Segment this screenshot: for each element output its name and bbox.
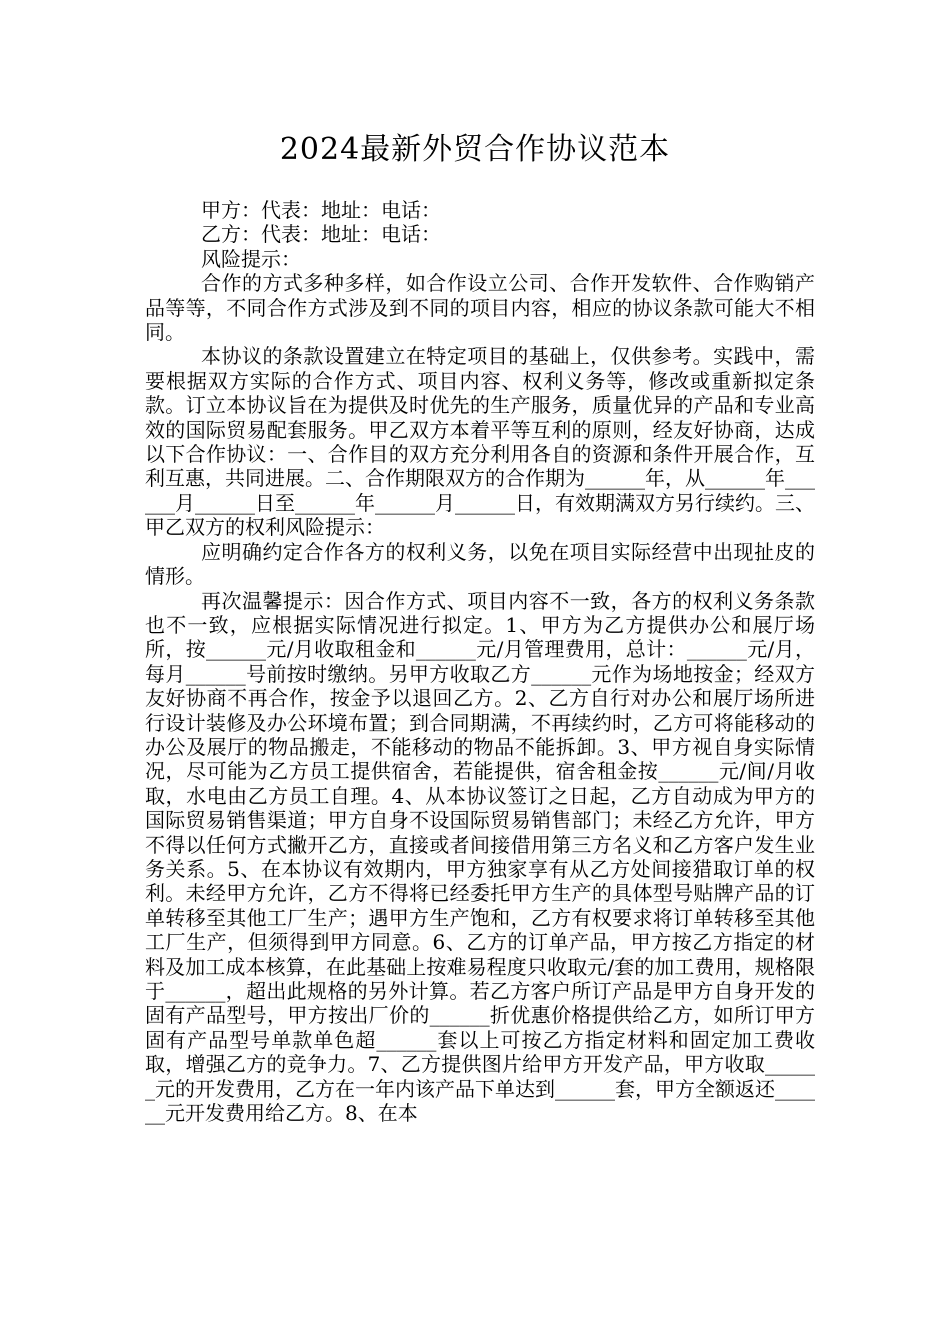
paragraph-cooperation-types: 合作的方式多种多样，如合作设立公司、合作开发软件、合作购销产品等等，不同合作方式涉及到不同的项目内容，相应的协议条款可能大不相同。	[145, 271, 815, 345]
paragraph-agreement-terms: 本协议的条款设置建立在特定项目的基础上，仅供参考。实践中，需要根据双方实际的合作方式、项目内容、权利义务等，修改或重新拟定条款。订立本协议旨在为提供及时优先的生产服务，质量优异的产品和专业高效的国际贸易配套服务。甲乙双方本着平等互利的原则，经友好协商，达成以下合作协议：一、合作目的双方充分利用各自的资源和条件开展合作，互利互惠，共同进展。二、合作期限双方的合作期为______年，从______年______月______日至______年______月______日，有效期满双方另行续约。三、甲乙双方的权利风险提示：	[145, 344, 815, 540]
party-a-line: 甲方：代表：地址：电话：	[201, 198, 441, 222]
paragraph-detailed-clauses: 再次温馨提示：因合作方式、项目内容不一致，各方的权利义务条款也不一致，应根据实际情况进行拟定。1、甲方为乙方提供办公和展厅场所，按______元/月收取租金和______元/月管理费用，总计：______元/月，每月______号前按时缴纳。另甲方收取乙方______元作为场地按金；经双方友好协商不再合作，按金予以退回乙方。2、乙方自行对办公和展厅场所进行设计装修及办公环境布置；到合同期满，不再续约时，乙方可将能移动的办公及展厅的物品搬走，不能移动的物品不能拆卸。3、甲方视自身实际情况，尽可能为乙方员工提供宿舍，若能提供，宿舍租金按______元/间/月收取，水电由乙方员工自理。4、从本协议签订之日起，乙方自动成为甲方的国际贸易销售渠道；甲方自身不设国际贸易销售部门；未经乙方允许，甲方不得以任何方式撇开乙方，直接或者间接借用第三方名义和乙方客户发生业务关系。5、在本协议有效期内，甲方独家享有从乙方处间接猎取订单的权利。未经甲方允许，乙方不得将已经委托甲方生产的具体型号贴牌产品的订单转移至其他工厂生产；遇甲方生产饱和，乙方有权要求将订单转移至其他工厂生产，但须得到甲方同意。6、乙方的订单产品，甲方按乙方指定的材料及加工成本核算，在此基础上按难易程度只收取元/套的加工费用，规格限于______，超出此规格的另外计算。若乙方客户所订产品是甲方自身开发的固有产品型号，甲方按出厂价的______折优惠价格提供给乙方，如所订甲方固有产品型号单款单色超______套以上可按乙方指定材料和固定加工费收取，增强乙方的竞争力。7、乙方提供图片给甲方开发产品，甲方收取______元的开发费用，乙方在一年内该产品下单达到______套，甲方全额返还______元开发费用给乙方。8、在本	[145, 588, 815, 1126]
document-body	[145, 198, 815, 1125]
party-b-line: 乙方：代表：地址：电话：	[201, 222, 441, 247]
paragraph-rights-obligations: 应明确约定合作各方的权利义务，以免在项目实际经营中出现扯皮的情形。	[145, 539, 815, 589]
risk-notice-heading: 风险提示：	[201, 246, 301, 271]
document-title: 2024最新外贸合作协议范本	[279, 132, 671, 167]
